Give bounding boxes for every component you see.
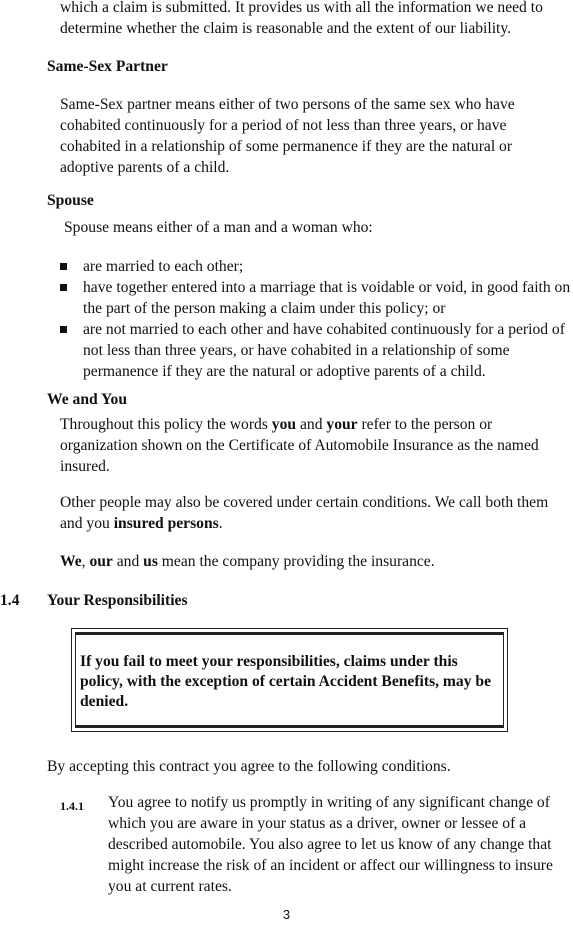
spouse-heading: Spouse — [47, 192, 94, 209]
subsection-number: 1.4.1 — [60, 799, 84, 813]
section-title: Your Responsibilities — [47, 592, 188, 609]
section-number: 1.4 — [0, 592, 20, 609]
intro-line-1: which a claim is submitted. It provides us with all the information we need to — [60, 0, 543, 16]
we-and-you-paragraph-2: Other people may also be covered under certain conditions. We call both them and you insured persons. — [60, 494, 549, 532]
we-and-you-heading: We and You — [47, 391, 128, 408]
term-you: you — [271, 416, 297, 433]
warning-box — [71, 628, 508, 732]
intro-line-2: determine whether the claim is reasonable and the extent of our liability. — [60, 20, 512, 37]
term-us: us — [143, 553, 158, 570]
term-your: your — [326, 416, 358, 433]
we-and-you-paragraph-3: We, our and us mean the company providing the insurance. — [60, 553, 435, 570]
accepting-statement: By accepting this contract you agree to the following conditions. — [47, 758, 451, 775]
bullet-square-icon — [60, 326, 67, 333]
we-and-you-paragraph-1: Throughout this policy the words you and your refer to the person or organization shown on the Certificate of Automobile Insurance as the named insured. — [60, 416, 539, 475]
subsection-text: You agree to notify us promptly in writing of any significant change of which you are aware in your status as a driver, owner or lessee of a described automobile. You also agree to let us know of any change that might increase the risk of an incident or affect our willingness to insure you at current rates. — [108, 794, 553, 895]
spouse-bullet-text: are married to each other; — [83, 258, 244, 275]
list-item — [58, 256, 572, 277]
list-item — [58, 319, 572, 382]
term-we: We — [60, 553, 82, 570]
spouse-bullet-text: have together entered into a marriage that is voidable or void, in good faith on the part of the person making a claim under this policy; or — [83, 279, 571, 317]
bullet-square-icon — [60, 284, 67, 291]
spouse-bullet-text: are not married to each other and have cohabited continuously for a period of not less than three years, or have cohabited in a relationship of some permanence if they are the natural or adoptive parents of a child. — [83, 321, 565, 380]
term-our: our — [89, 553, 113, 570]
same-sex-partner-body: Same-Sex partner means either of two persons of the same sex who have cohabited continuously for a period of not less than three years, or have cohabited in a relationship of some permanence if they are the natural or adoptive parents of a child. — [60, 96, 515, 176]
term-insured-persons: insured persons — [113, 515, 219, 532]
spouse-intro: Spouse means either of a man and a woman who: — [64, 219, 373, 236]
page-number: 3 — [282, 907, 291, 922]
same-sex-partner-heading: Same-Sex Partner — [47, 58, 168, 75]
list-item — [58, 277, 572, 319]
bullet-square-icon — [60, 263, 67, 270]
spouse-bullet-list — [58, 256, 572, 382]
warning-text: If you fail to meet your responsibilities, claims under this policy, with the exception of certain Accident Benefits, may be denied. — [80, 653, 492, 710]
